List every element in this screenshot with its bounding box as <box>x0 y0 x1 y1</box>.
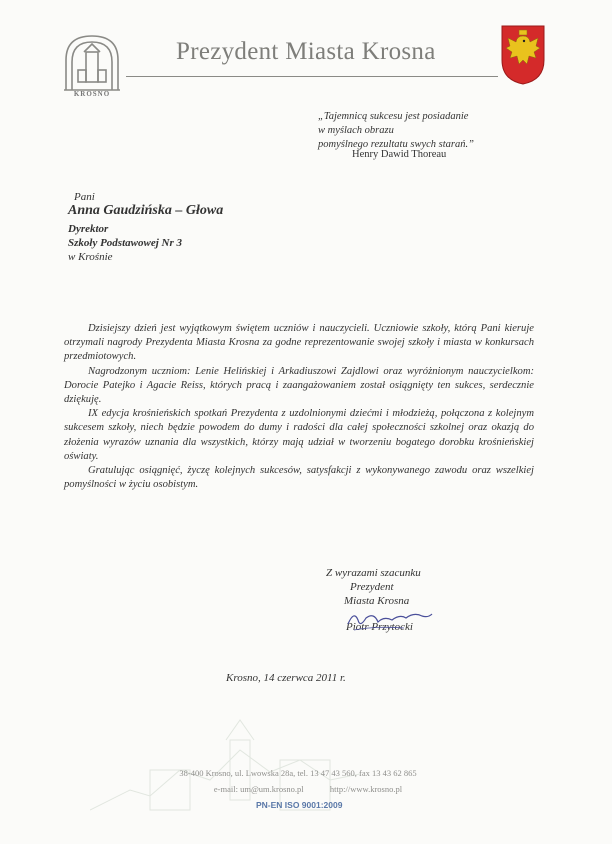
quote-line: „Tajemnicą sukcesu jest posiadanie <box>318 111 469 122</box>
krosno-logo-icon <box>60 30 124 98</box>
letterhead-title: Prezydent Miasta Krosna <box>176 38 436 65</box>
iso-certification: PN-EN ISO 9001:2009 <box>256 800 343 810</box>
quote-author: Henry Dawid Thoreau <box>352 149 447 160</box>
quote-line: pomyślnego rezultatu swych starań.” <box>318 139 474 150</box>
body-paragraph: Gratulując osiągnięć, życzę kolejnych sukcesów, satysfakcji z wykonywanego zawodu oraz wszelkiej pomyślności w życiu osobistym. <box>64 465 534 491</box>
body-paragraph: Dzisiejszy dzień jest wyjątkowym świętem uczniów i nauczycieli. Uczniowie szkoły, którą Pani kieruje otrzymali nagrody Prezydenta Miasta Krosna za godne reprezentowanie swojej szkoły i miasta w konkursach przedmiotowych. <box>64 323 534 363</box>
letter-body <box>64 322 534 492</box>
coat-of-arms-icon <box>500 24 546 86</box>
handwritten-signature <box>344 608 434 636</box>
recipient-school: Szkoły Podstawowej Nr 3 <box>68 237 182 249</box>
logo-caption: KROSNO <box>73 90 111 98</box>
signer-name: Piotr Przytocki <box>346 621 413 633</box>
header-divider <box>126 76 498 77</box>
recipient-role: Dyrektor <box>68 223 109 235</box>
footer-web: http://www.krosno.pl <box>329 784 403 794</box>
closing-title-city: Miasta Krosna <box>344 595 410 607</box>
closing-title: Prezydent <box>350 581 394 593</box>
closing-phrase: Z wyrazami szacunku <box>326 567 421 579</box>
body-paragraph: Nagrodzonym uczniom: Lenie Helińskiej i Arkadiuszowi Zajdlowi oraz wyróżnionym nauczycielkom: Dorocie Patejko i Agacie Reiss, których pracą i zaangażowaniem został osiągnięty ten sukces, serdecznie dziękuję. <box>64 365 534 406</box>
recipient-name: Anna Gaudzińska – Głowa <box>68 203 224 218</box>
footer-contacts <box>138 784 478 794</box>
epigraph-quote <box>318 110 474 160</box>
recipient-city: w Krośnie <box>68 251 113 263</box>
footer-email: e-mail: um@um.krosno.pl <box>213 784 304 794</box>
letter-date: Krosno, 14 czerwca 2011 r. <box>226 672 346 684</box>
quote-line: w myślach obrazu <box>318 125 394 136</box>
footer-address: 38-400 Krosno, ul. Lwowska 28a, tel. 13 47 43 560, fax 13 43 62 865 <box>179 768 417 778</box>
salutation: Pani <box>74 191 95 203</box>
body-paragraph: IX edycja krośnieńskich spotkań Prezydenta z uzdolnionymi dziećmi i młodzieżą, połączona z kolejnym sukcesem szkoły, niech będzie powodem do dumy i radości dla całej społeczności szkolnej oraz okazją do złożenia wyrazów uznania dla wszystkich, którzy mają udział w tworzeniu bogatego dorobku krośnieńskiej oświaty. <box>64 408 534 462</box>
